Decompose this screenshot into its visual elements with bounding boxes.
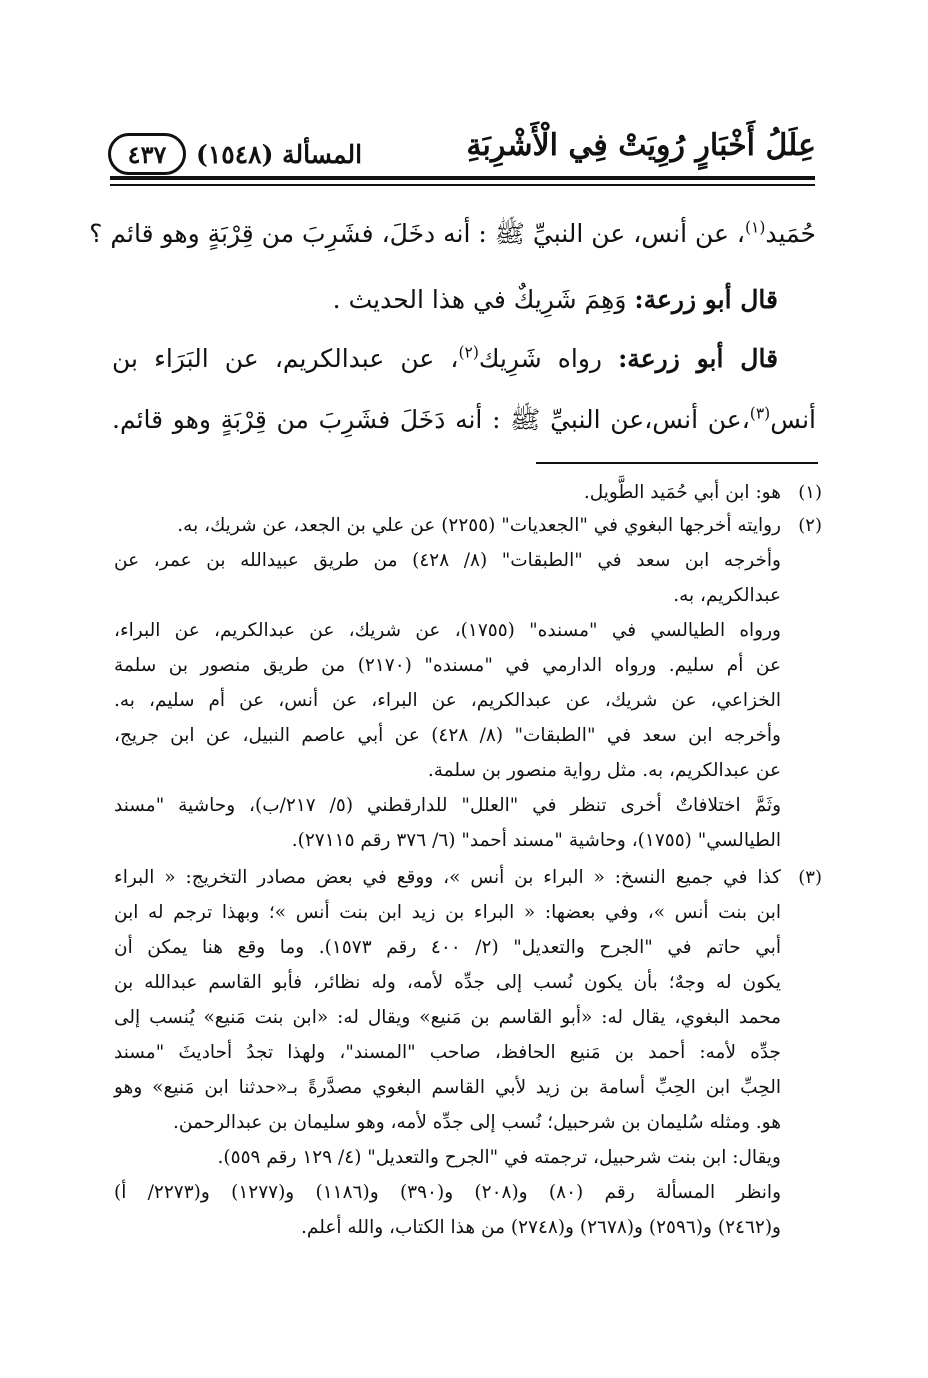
main-line-3: قال أبو زرعة: رواه شَرِيك$^{(٢)}$، عن عبدالكريم، عن البَرَاء بن — [112, 343, 779, 373]
header-rule-thick — [110, 176, 815, 180]
footnote-ref-3: (٣) — [749, 404, 771, 423]
footnote-2-line-9: وثَمَّ اختلافاتٌ أخرى تنظر في "العلل" للدارقطني (٥/ ٢١٧/ب)، وحاشية "مسند — [114, 795, 781, 816]
footnote-2-line-1: روايته أخرجها البغوي في "الجعديات" (٢٢٥٥) عن علي بن الجعد، عن شريك، به. — [177, 515, 781, 536]
footnote-2-line-6: الخزاعي، عن شريك، عن عبدالكريم، عن البراء، عن أنس، عن أم سليم، به. — [114, 690, 781, 711]
footnote-2-line-5: عن أم سليم. ورواه الدارمي في "مسنده" (٢١٧٠) من طريق منصور بن سلمة — [114, 655, 781, 676]
footnote-3-line-4: يكون له وجهٌ؛ بأن يكون نُسب إلى جدِّه لأمه، وله نظائر، فأبو القاسم عبدالله بن — [114, 972, 781, 993]
footnote-1-line-1: هو: ابن أبي حُمَيد الطَّويل. — [583, 482, 781, 503]
footnote-number-1: (١) — [798, 482, 822, 503]
footnote-2-line-10: الطيالسي" (١٧٥٥)، وحاشية "مسند أحمد" (٦/ ٣٧٦ رقم ٢٧١١٥). — [291, 830, 781, 851]
footnote-number-3: (٣) — [798, 867, 822, 888]
footnote-2-line-2: وأخرجه ابن سعد في "الطبقات" (٨/ ٤٢٨) من طريق عبيدالله بن عمر، عن — [114, 550, 781, 571]
masala-number: المسألة (١٥٤٨) — [196, 140, 363, 169]
footnote-3-line-3: أبي حاتم في "الجرح والتعديل" (٢/ ٤٠٠ رقم ١٥٧٣). وما وقع هنا يمكن أن — [114, 937, 781, 958]
footnote-3-line-2: ابن بنت أنس »، وفي بعضها: « البراء بن زيد ابن بنت أنس »؛ وبهذا ترجم له ابن — [114, 902, 781, 923]
page-number-oval — [108, 133, 186, 175]
header-rule-thin — [110, 184, 815, 186]
footnote-3-line-7: الحِبِّ ابن الحِبِّ أسامة بن زيد لأبي القاسم البغوي مصدَّرةً بـ«حدثنا ابن مَنيع» وهو — [114, 1077, 781, 1098]
page-number: ٤٣٧ — [127, 139, 167, 169]
footnote-2-line-4: ورواه الطيالسي في "مسنده" (١٧٥٥)، عن شريك، عن عبدالكريم، عن البراء، — [114, 620, 781, 641]
footnote-3-line-10: وانظر المسألة رقم (٨٠) و(٢٠٨) و(٣٩٠) و(١١٨٦) و(١٢٧٧) و(٢٢٧٣/ أ) — [114, 1182, 781, 1203]
footnote-2-line-8: عن عبدالكريم، به. مثل رواية منصور بن سلمة. — [427, 760, 781, 781]
footnote-3-line-1: كذا في جميع النسخ: « البراء بن أنس »، ووقع في بعض مصادر التخريج: « البراء — [114, 867, 781, 888]
footnote-3-line-5: محمد البغوي، يقال له: «أبو القاسم بن مَنيع» ويقال له: «ابن بنت مَنيع» يُنسب إلى — [114, 1007, 781, 1028]
main-line-1: حُمَيد$^{(١)}$، عن أنس، عن النبيِّ ﷺ : أنه دخَلَ، فشَرِبَ من قِرْبَةٍ وهو قائم ؟ — [89, 218, 816, 248]
footnote-2-line-7: وأخرجه ابن سعد في "الطبقات" (٨/ ٤٢٨) عن أبي عاصم النبيل، عن ابن جريج، — [114, 725, 781, 746]
footnote-ref-2: (٢) — [458, 343, 479, 362]
footnote-3-line-11: و(٢٤٦٢) و(٢٥٩٦) و(٢٦٧٨) و(٢٧٤٨) من هذا الكتاب، والله أعلم. — [301, 1217, 781, 1238]
footnote-number-2: (٢) — [798, 515, 822, 536]
footnote-3-line-8: هو. ومثله سُليمان بن شرحبيل؛ نُسب إلى جدِّه لأمه، وهو سليمان بن عبدالرحمن. — [172, 1112, 781, 1133]
footnote-3-line-9: ويقال: ابن بنت شرحبيل، ترجمته في "الجرح والتعديل" (٤/ ١٢٩ رقم ٥٥٩). — [217, 1147, 781, 1168]
running-title: عِلَلُ أَخْبَارٍ رُوِيَتْ فِي الْأَشْرِبَةِ — [466, 128, 816, 163]
footnote-2-line-3: عبدالكريم، به. — [673, 585, 781, 606]
footnote-3-line-6: جدِّه لأمه: أحمد بن مَنيع الحافظ، صاحب "المسند"، ولهذا تجدُ أحاديثَ "مسند — [114, 1042, 781, 1063]
footnote-separator — [536, 462, 818, 464]
main-line-2: قال أبو زرعة: وَهِمَ شَرِيكٌ في هذا الحديث . — [332, 285, 778, 314]
main-line-4: أنس$^{(٣)}$،عن أنس،عن النبيِّ ﷺ : أنه دَخَلَ فشَرِبَ من قِرْبَةٍ وهو قائم. — [112, 404, 816, 434]
footnote-ref-1: (١) — [744, 218, 766, 237]
